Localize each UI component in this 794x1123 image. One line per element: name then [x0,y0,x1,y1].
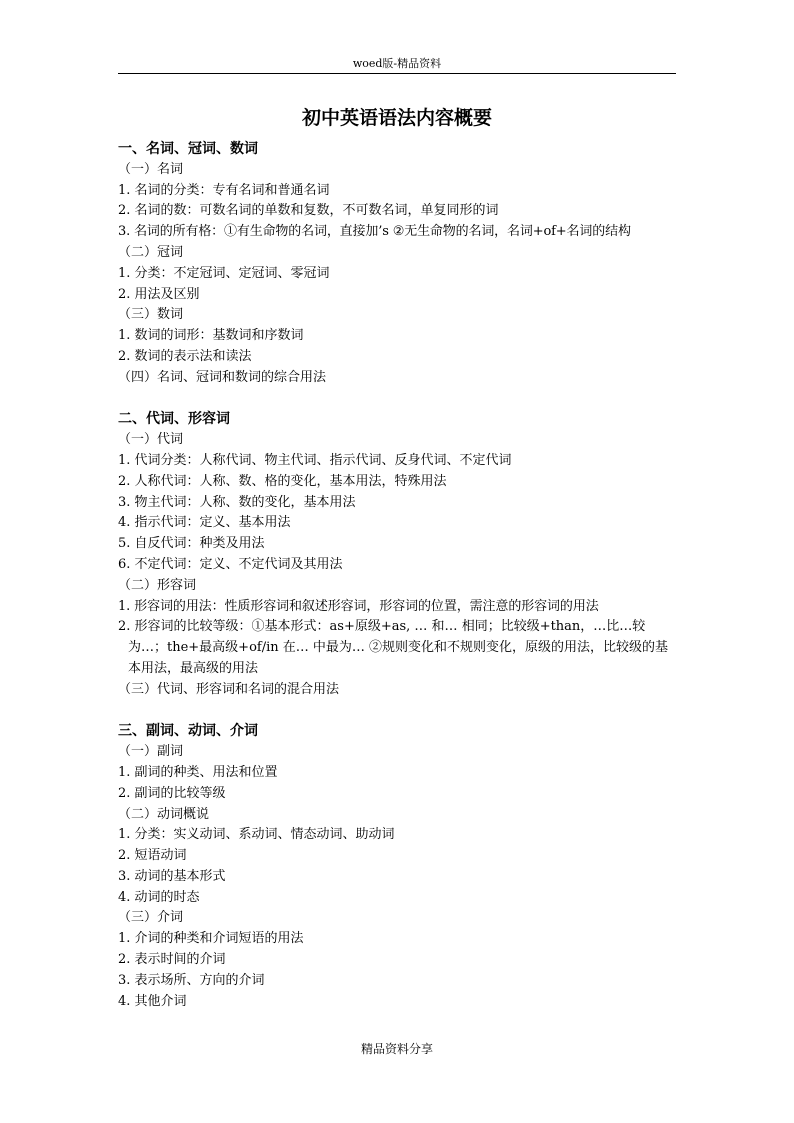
outline-item: 1. 代词分类：人称代词、物主代词、指示代词、反身代词、不定代词 [118,452,512,468]
outline-item: 1. 形容词的用法：性质形容词和叙述形容词，形容词的位置，需注意的形容词的用法 [118,598,599,614]
sub-heading-mixed-usage: （三）代词、形容词和名词的混合用法 [118,681,340,697]
outline-item: 1. 介词的种类和介词短语的用法 [118,931,304,947]
sub-heading-adverbs: （一）副词 [118,744,184,760]
outline-item: 4. 动词的时态 [118,889,200,905]
outline-item: 2. 用法及区别 [118,286,200,302]
sub-heading-articles: （二）冠词 [118,244,184,260]
section-pronouns-adjectives [118,409,678,700]
outline-item: 1. 副词的种类、用法和位置 [118,764,278,780]
sub-heading-adjectives: （二）形容词 [118,577,197,593]
section-adverbs-verbs-prepositions [118,721,678,1012]
section-nouns-articles-numerals [118,139,678,389]
outline-item: 2. 形容词的比较等级：①基本形式：as+原级+as, … 和… 相同；比较级+than，…比…较为…；the+最高级+of/in 在… 中最为… ②规则变化和不规则变化，原级的用法，比较级的基本用法，最高级的用法 [118,619,669,676]
sub-heading-nouns: （一）名词 [118,161,184,177]
outline-item: 2. 人称代词：人称、数、格的变化，基本用法，特殊用法 [118,473,447,489]
section-heading: 一、名词、冠词、数词 [118,141,258,157]
outline-item: 2. 表示时间的介词 [118,952,226,968]
outline-item: 4. 其他介词 [118,993,187,1009]
outline-item: 1. 分类：不定冠词、定冠词、零冠词 [118,265,330,281]
outline-item: 3. 表示场所、方向的介词 [118,972,265,988]
outline-content [118,139,678,1012]
sub-heading-pronouns: （一）代词 [118,432,184,448]
outline-item: 3. 动词的基本形式 [118,868,226,884]
sub-heading-combined-usage: （四）名词、冠词和数词的综合用法 [118,369,327,385]
page-footer: 精品资料分享 [360,1042,433,1056]
header-divider [118,73,676,74]
outline-item: 3. 物主代词：人称、数的变化，基本用法 [118,494,356,510]
section-heading: 二、代词、形容词 [118,411,230,428]
outline-item: 2. 数词的表示法和读法 [118,348,252,364]
outline-item: 2. 短语动词 [118,848,187,864]
section-heading: 三、副词、动词、介词 [118,723,258,740]
sub-heading-prepositions: （三）介词 [118,910,184,926]
outline-item: 2. 副词的比较等级 [118,785,226,801]
outline-item: 1. 名词的分类：专有名词和普通名词 [118,182,330,198]
outline-item: 5. 自反代词：种类及用法 [118,536,265,552]
document-title: 初中英语语法内容概要 [301,107,492,129]
outline-item: 2. 名词的数：可数名词的单数和复数，不可数名词，单复同形的词 [118,203,499,219]
outline-item: 6. 不定代词：定义、不定代词及其用法 [118,556,343,572]
sub-heading-numerals: （三）数词 [118,307,184,323]
outline-item: 1. 数词的词形：基数词和序数词 [118,328,304,344]
page-header: woed版-精品资料 [352,57,442,70]
outline-item: 4. 指示代词：定义、基本用法 [118,515,291,531]
sub-heading-verbs: （二）动词概说 [118,806,210,822]
outline-item: 3. 名词的所有格：①有生命物的名词，直接加’s ②无生命物的名词，名词+of+名词的结构 [118,224,631,240]
outline-item: 1. 分类：实义动词、系动词、情态动词、助动词 [118,827,395,843]
